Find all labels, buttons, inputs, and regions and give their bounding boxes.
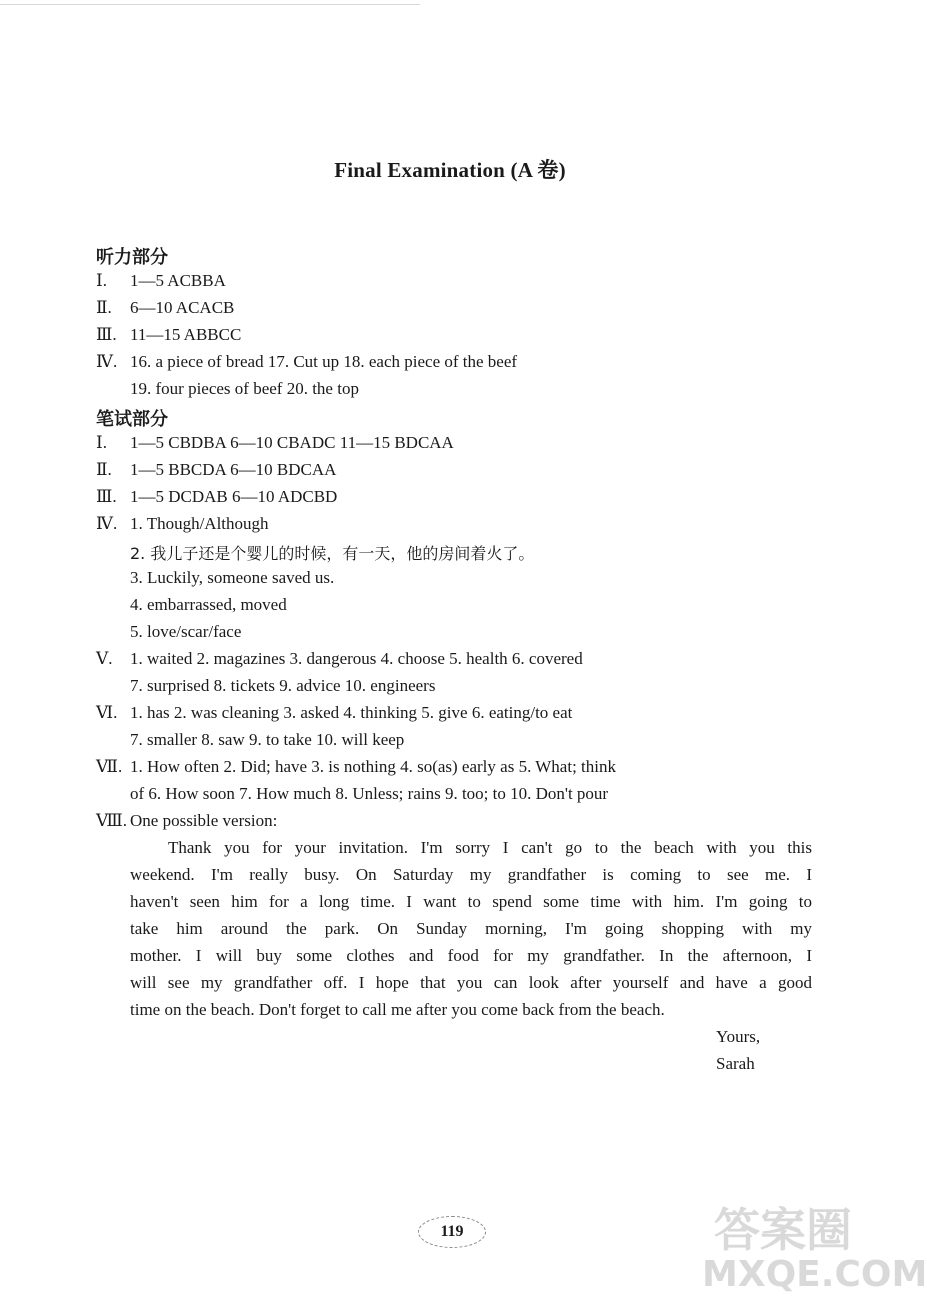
row-number: Ⅶ. bbox=[96, 757, 123, 776]
row-text: 1—5 ACBBA bbox=[130, 271, 226, 290]
watermark-url: MXQE.COM bbox=[702, 1254, 927, 1295]
essay-line: will see my grandfather off. I hope that you can look after yourself and have a good bbox=[130, 973, 812, 992]
row-text: 4. embarrassed, moved bbox=[130, 595, 287, 614]
essay-line: Thank you for your invitation. I'm sorry I can't go to the beach with you this bbox=[168, 838, 812, 857]
row-text: One possible version: bbox=[130, 811, 278, 830]
row-text: 1. has 2. was cleaning 3. asked 4. thinking 5. give 6. eating/to eat bbox=[130, 703, 573, 722]
row-text: 11—15 ABBCC bbox=[130, 325, 242, 344]
watermark-text: 答案圈 bbox=[714, 1203, 852, 1257]
listening-heading: 听力部分 bbox=[96, 247, 168, 268]
row-text: 1—5 DCDAB 6—10 ADCBD bbox=[130, 487, 338, 506]
essay-line: weekend. I'm really busy. On Saturday my grandfather is coming to see me. I bbox=[130, 865, 812, 884]
row-text: 3. Luckily, someone saved us. bbox=[130, 568, 335, 587]
row-number: Ⅵ. bbox=[96, 703, 118, 722]
row-number: Ⅷ. bbox=[96, 811, 128, 830]
essay-closing: Yours, bbox=[716, 1027, 761, 1046]
row-text: 5. love/scar/face bbox=[130, 622, 242, 641]
row-text: 1. How often 2. Did; have 3. is nothing 4. so(as) early as 5. What; think bbox=[130, 757, 616, 776]
essay-line: mother. I will buy some clothes and food for my grandfather. In the afternoon, I bbox=[130, 946, 812, 965]
row-text: 1. waited 2. magazines 3. dangerous 4. choose 5. health 6. covered bbox=[130, 649, 583, 668]
row-text: 6—10 ACACB bbox=[130, 298, 235, 317]
row-text: 7. surprised 8. tickets 9. advice 10. engineers bbox=[130, 676, 436, 695]
row-text: 1. Though/Although bbox=[130, 514, 269, 533]
essay-line: time on the beach. Don't forget to call me after you come back from the beach. bbox=[130, 1000, 665, 1019]
row-number: Ⅳ. bbox=[96, 352, 118, 371]
row-text: 7. smaller 8. saw 9. to take 10. will keep bbox=[130, 730, 405, 749]
essay-line: haven't seen him for a long time. I want to spend some time with him. I'm going to bbox=[130, 892, 812, 911]
row-number: Ⅴ. bbox=[96, 649, 113, 668]
row-number: Ⅰ. bbox=[96, 433, 107, 452]
top-rule bbox=[0, 4, 420, 5]
written-heading: 笔试部分 bbox=[96, 409, 168, 430]
row-number: Ⅱ. bbox=[96, 298, 112, 317]
row-number: Ⅲ. bbox=[96, 325, 117, 344]
row-number: Ⅳ. bbox=[96, 514, 118, 533]
row-text: 19. four pieces of beef 20. the top bbox=[130, 379, 359, 398]
page-number: 119 bbox=[418, 1216, 486, 1248]
watermark-logo bbox=[694, 1192, 927, 1302]
row-number: Ⅱ. bbox=[96, 460, 112, 479]
essay-line: take him around the park. On Sunday morning, I'm going shopping with my bbox=[130, 919, 812, 938]
row-text: of 6. How soon 7. How much 8. Unless; rains 9. too; to 10. Don't pour bbox=[130, 784, 609, 803]
row-number: Ⅲ. bbox=[96, 487, 117, 506]
row-text: 1—5 BBCDA 6—10 BDCAA bbox=[130, 460, 337, 479]
page-title: Final Examination (A 卷) bbox=[334, 158, 566, 182]
essay-signature: Sarah bbox=[716, 1054, 755, 1073]
row-text: 16. a piece of bread 17. Cut up 18. each piece of the beef bbox=[130, 352, 518, 371]
row-text: 1—5 CBDBA 6—10 CBADC 11—15 BDCAA bbox=[130, 433, 454, 452]
row-text: 2. 我儿子还是个婴儿的时候，有一天，他的房间着火了。 bbox=[130, 544, 535, 563]
row-number: Ⅰ. bbox=[96, 271, 107, 290]
